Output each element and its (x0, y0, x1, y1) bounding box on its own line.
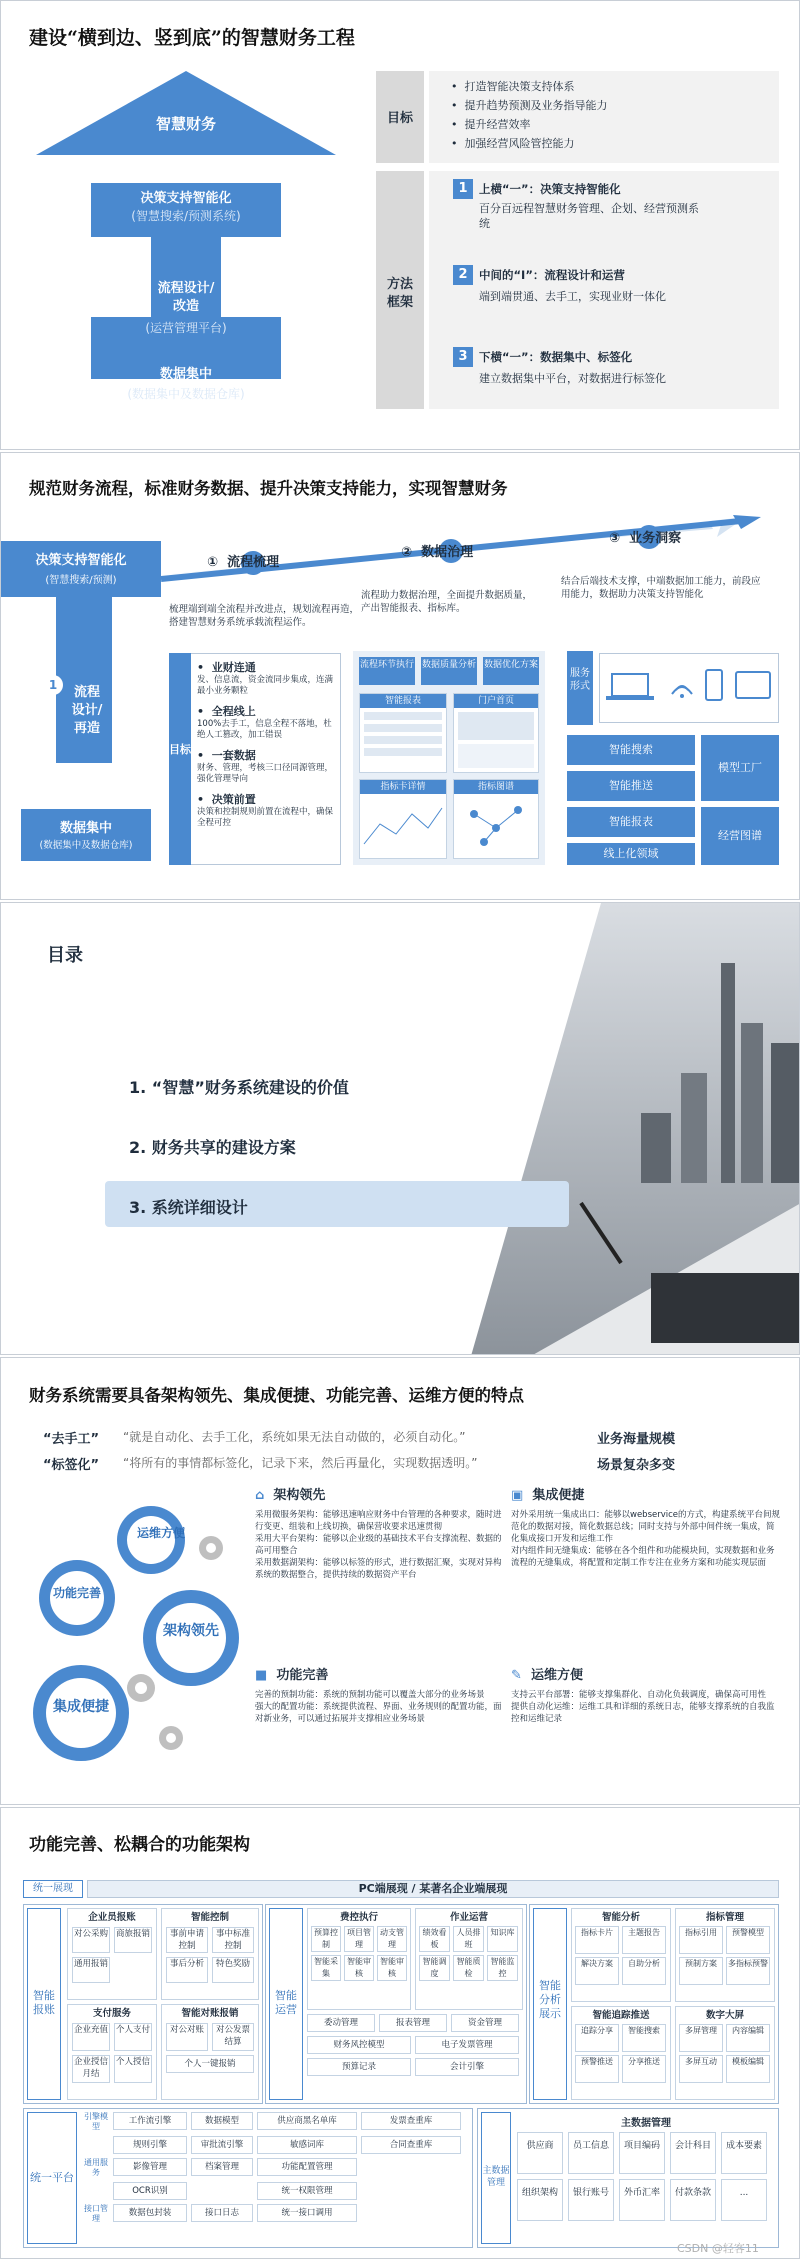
s2-stem-text3: 再造 (73, 721, 100, 736)
laptop-icon (612, 674, 648, 696)
method-1-desc: 百分百远程智慧财务管理、企划、经营预测系统 (479, 202, 699, 230)
flow-tag-3: 数据优化方案 (483, 657, 539, 685)
business-map: 经营图谱 (701, 807, 779, 865)
service-push: 智能推送 (567, 771, 695, 801)
target-desc: 财务、管理，考核三口径同源管理，强化管理导向 (197, 763, 334, 784)
method-3-title: 下横“一”：数据集中、标签化 (479, 350, 633, 364)
block2-sub: (运营管理平台) (145, 321, 227, 335)
goal-item: • 打造智能决策支持体系 (451, 80, 575, 93)
group-cost-control: 费控执行 预算控制 项目管理 动支管理 智能采集 智能审核 智能审核 (307, 1908, 411, 2010)
right-tag-1: 业务海量规模 (597, 1432, 676, 1447)
city-photo (471, 903, 800, 1355)
slide5-title: 功能完善、松耦合的功能架构 (29, 1835, 250, 1855)
service-label: 服务形式 (567, 651, 593, 725)
goal-label: 目标 (386, 111, 413, 126)
toc-item-1: 1. “智慧”财务系统建设的价值 (129, 1078, 349, 1097)
group-employee-reimb: 企业员报账 对公采购 商旅报销 通用报销 (67, 1908, 157, 2000)
block1-sub: (智慧搜索/预测系统) (131, 209, 241, 223)
feature-operations: ✎ 运维方便 支持云平台部署：能够支撑集群化、自动化负载调度，确保高可用性 提供自动化运维：运维工具和详细的系统日志，能够支撑系统的自我监控和运维记录 (511, 1668, 775, 1724)
laptop-icon (651, 1273, 800, 1343)
stage-3-desc: 结合后端技术支撑，中端数据加工能力，前段应用能力，数据助力决策支持智能化 (561, 576, 761, 600)
home-icon: ⌂ (255, 1488, 265, 1503)
right-tag-2: 场景复杂多变 (597, 1458, 676, 1473)
wifi-icon (672, 686, 692, 694)
watermark: CSDN @轻客11 (677, 2242, 759, 2255)
method-3-num: 3 (453, 347, 473, 367)
target-desc: 决策和控制规则前置在流程中，确保全程可控 (197, 807, 334, 828)
gear-label-4: 集成便捷 (53, 1699, 109, 1715)
flow-tag-2: 数据质量分析 (421, 657, 477, 685)
gear-label-2: 功能完善 (53, 1586, 102, 1600)
gear-label-1: 运维方便 (136, 1526, 185, 1540)
s2-stem-text2: 设计/ (71, 703, 103, 718)
panel-indicator-map: 指标图谱 (453, 779, 539, 859)
target-desc: 100%去手工，信息全程不落地，杜绝人工篡改，加工错误 (197, 719, 332, 740)
tablet-icon (736, 672, 770, 698)
panel-portal-home: 门户首页 (453, 693, 539, 773)
group-smart-control: 智能控制 事前申请控制 事中标准控制 事后分析 特色奖励 (161, 1908, 259, 2000)
unified-show-label: 统一展现 (23, 1880, 83, 1898)
s2-stem (56, 597, 112, 763)
goal-list (451, 77, 771, 153)
s2-bottom-title: 数据集中 (59, 821, 112, 836)
service-online: 线上化领域 (567, 843, 695, 865)
method-3-desc: 建立数据集中平台，对数据进行标签化 (479, 372, 666, 385)
toc-item-2: 2. 财务共享的建设方案 (129, 1138, 296, 1157)
slide2-title: 规范财务流程，标准财务数据、提升决策支持能力，实现智慧财务 (29, 479, 508, 498)
ops-rows: 委动管理 报表管理 资金管理 财务风控模型 电子发票管理 预算记录 会计引擎 (307, 2014, 523, 2100)
model-factory: 模型工厂 (701, 735, 779, 801)
s2-bottom-sub: (数据集中及数据仓库) (39, 840, 133, 851)
goal-item: • 提升经营效率 (451, 118, 531, 131)
flow-tag-1: 流程环节执行 (359, 657, 415, 685)
gear-label-3: 架构领先 (163, 1623, 219, 1639)
block3-sub: (数据集中及数据仓库) (127, 387, 245, 401)
chip-icon: ▣ (511, 1488, 524, 1503)
method-1-title: 上横“一”：决策支持智能化 (479, 182, 621, 196)
s2-stem-text1: 流程 (73, 685, 100, 700)
targets-label-bar (169, 653, 191, 865)
phone-icon (706, 670, 722, 700)
method-2-desc: 端到端贯通、去手工，实现业财一体化 (479, 290, 666, 303)
zone1-label: 智能报账 (27, 1908, 61, 2100)
panel-indicator-detail: 指标卡详情 (359, 779, 447, 859)
s2-top-title: 决策支持智能化 (35, 553, 127, 568)
stage-3-label: ③ 业务洞察 (609, 531, 682, 546)
slide-system-features (0, 1357, 800, 1805)
zone3-label: 智能分析展示 (533, 1908, 567, 2100)
target-title: • 决策前置 (197, 793, 256, 806)
toc-title: 目录 (47, 945, 83, 966)
target-title: • 业财连通 (197, 661, 256, 674)
block2-title2: 改造 (172, 299, 199, 314)
service-report: 智能报表 (567, 807, 695, 837)
slide-table-of-contents (0, 902, 800, 1355)
pc-bar: PC端展现 / 某著名企业端展现 (87, 1880, 779, 1898)
group-smart-reconcile: 智能对账报销 对公对账 对公发票结算 个人一键报销 (161, 2004, 259, 2100)
master-items: 供应商 员工信息 项目编码 会计科目 成本要素 组织架构 银行账号 外币汇率 付款条款 ... (517, 2132, 775, 2221)
feature-functionality: ■ 功能完善 完善的预制功能：系统的预制功能可以覆盖大部分的业务场景 强大的配置功能：系统提供流程、界面、业务规则的配置功能，面对新业务，可以通过拓展并支撑相应业务场景 (255, 1668, 502, 1724)
s2-top-sub: (智慧搜索/预测) (45, 575, 117, 586)
group-smart-push: 智能追踪推送 追踪分享 智能搜索 预警推送 分享推送 (571, 2006, 671, 2100)
platform-grid: 引擎模型 工作流引擎 数据模型 供应商黑名单库 发票查重库 规则引擎 审批流引擎 敏感词库 合同查重库 通用服务 影像管理 档案管理 功能配置管理 OCR识别 统一权限管理 接口管理 数据包封装 接口日志 统一接口调用 (83, 2112, 469, 2244)
block3-title: 数据集中 (159, 367, 212, 382)
toc-item-3: 3. 系统详细设计 (129, 1198, 248, 1217)
zone4-label: 统一平台 (27, 2112, 77, 2244)
target-title: • 全程线上 (197, 705, 256, 718)
s2-stem-num: 1 (43, 675, 63, 695)
quote1-label: “去手工” (43, 1432, 100, 1447)
goal-item: • 提升趋势预测及业务指导能力 (451, 99, 608, 112)
panel-smart-report: 智能报表 (359, 693, 447, 773)
feature-integration: ▣ 集成便捷 对外采用统一集成出口：能够以webservice的方式，构建系统平台间规范化的数据对接，简化数据总线；同时支持与外部中间件统一集成，简化集成接口开发和运维工作 对内组件间无缝集成：能够在各个组件和功能模块间，实现数据和业务流程的无缝集成，将配置和定制工作专注在业务方案和功能实现层面 (511, 1488, 781, 1568)
stage-2-desc: 流程助力数据治理，全面提升数据质量，产出智能报表、指标库。 (361, 590, 533, 614)
device-icons (599, 653, 779, 723)
stage-1-desc: 梳理端到端全流程并改进点，规划流程再造，搭建智慧财务系统承载流程运作。 (169, 604, 360, 628)
block2-title: 流程设计/ (157, 281, 215, 296)
wrench-icon: ✎ (511, 1668, 522, 1683)
quote2-label: “标签化” (43, 1458, 100, 1473)
master-title: 主数据管理 (621, 2118, 671, 2129)
toolbox-icon: ■ (255, 1668, 268, 1683)
stage-2-label: ② 数据治理 (401, 545, 474, 560)
targets-list (197, 659, 337, 829)
roof-label: 智慧财务 (155, 115, 216, 133)
slide-function-architecture (0, 1807, 800, 2259)
goal-item: • 加强经营风险管控能力 (451, 137, 575, 150)
method-2-title: 中间的“I”：流程设计和运营 (479, 268, 625, 282)
method-1-num: 1 (453, 179, 473, 199)
slide-standardize-finance (0, 452, 800, 900)
slide4-title: 财务系统需要具备架构领先、集成便捷、功能完善、运维方便的特点 (29, 1386, 524, 1405)
slide1-title: 建设“横到边、竖到底”的智慧财务工程 (29, 27, 355, 49)
method-label: 方法 (386, 277, 413, 292)
group-digital-screen: 数字大屏 多屏管理 内容编辑 多屏互动 模板编辑 (675, 2006, 775, 2100)
block1-title: 决策支持智能化 (140, 191, 232, 206)
quote2: “将所有的事情都标签化，记录下来，然后再量化，实现数据透明。” (123, 1456, 478, 1470)
group-payment: 支付服务 企业充值 个人支付 企业授信月结 个人授信 (67, 2004, 157, 2100)
feature-architecture: ⌂ 架构领先 采用微服务架构：能够迅速响应财务中台管理的各种要求，随时进行变更、组装和上线切换，确保营收要求迅速贯彻 采用大平台架构：能够以企业级的基础技术平台支撑流程、数据的高可用整合 采用数据湖架构：能够以标签的形式，进行数据汇聚，实现对异构系统的数据整合，提供持续的数据资产平台 (255, 1488, 502, 1580)
group-indicator-mgmt: 指标管理 指标引用 预警模型 预制方案 多指标预警 (675, 1908, 775, 2002)
master-label: 主数据管理 (481, 2112, 511, 2244)
stage-1-label: ① 流程梳理 (207, 555, 280, 570)
zone2-label: 智能运营 (269, 1908, 303, 2100)
method-2-num: 2 (453, 265, 473, 285)
target-title: • 一套数据 (197, 749, 256, 762)
target-desc: 发、信息流，资金流同步集成，连满最小业务颗粒 (197, 675, 334, 696)
group-smart-analysis: 智能分析 指标卡片 主题报告 解决方案 自助分析 (571, 1908, 671, 2002)
targets-label: 目标 (169, 743, 191, 756)
slide-smart-finance-engineering (0, 0, 800, 450)
quote1: “就是自动化、去手工化，系统如果无法自动做的，必须自动化。” (123, 1430, 466, 1444)
service-search: 智能搜索 (567, 735, 695, 765)
group-job-ops: 作业运营 绩效看板 人员排班 知识库 智能调度 智能质检 智能监控 (415, 1908, 523, 2010)
method-label-2: 框架 (386, 295, 413, 310)
